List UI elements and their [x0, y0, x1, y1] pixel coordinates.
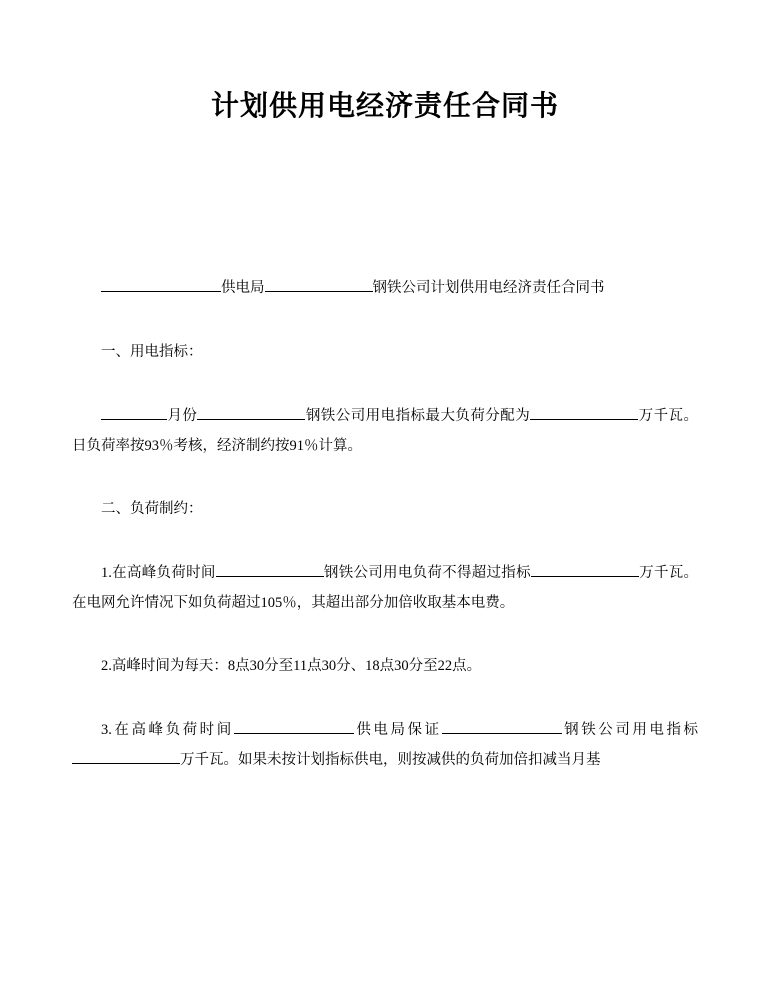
paragraph-text: 1.在高峰负荷时间 — [101, 564, 216, 581]
paragraph-header-line — [72, 274, 698, 304]
paragraph-section-2-item-2 — [72, 652, 698, 682]
paragraph-text: 一、用电指标： — [101, 344, 203, 361]
paragraph-text: 供电局保证 — [353, 722, 442, 739]
paragraph-text: 万千瓦。如果未按计划指标供电，则按减供的负荷加倍扣减当月基 — [180, 751, 601, 768]
paragraph-section-2-item-1 — [72, 559, 698, 618]
paragraph-text: 钢铁公司用电指标最大负荷分配为 — [305, 407, 531, 424]
paragraph-text: 供电局 — [221, 280, 265, 297]
paragraph-text: 二、负荷制约： — [101, 501, 203, 518]
fill-in-blank[interactable] — [531, 561, 639, 577]
fill-in-blank[interactable] — [442, 719, 562, 735]
fill-in-blank[interactable] — [216, 561, 324, 577]
paragraph-text: 3.在高峰负荷时间 — [101, 722, 234, 739]
paragraph-section-1-body — [72, 402, 698, 461]
paragraph-section-2-item-3 — [72, 716, 698, 775]
fill-in-blank[interactable] — [101, 404, 167, 420]
fill-in-blank[interactable] — [234, 719, 354, 735]
fill-in-blank[interactable] — [197, 404, 305, 420]
fill-in-blank[interactable] — [530, 404, 638, 420]
fill-in-blank[interactable] — [265, 277, 373, 293]
paragraph-text: 万千瓦。在电网允许情况下如负荷超过105％，其超出部分加倍收取基本电费。 — [72, 564, 699, 611]
paragraph-text: 万千瓦。日负荷率按93％考核，经济制约按91％计算。 — [72, 407, 699, 454]
fill-in-blank[interactable] — [72, 748, 180, 764]
page-title: 计划供用电经济责任合同书 — [210, 89, 559, 122]
paragraph-text: 月份 — [167, 407, 198, 424]
paragraph-text: 2.高峰时间为每天：8点30分至11点30分、18点30分至22点。 — [101, 658, 482, 675]
paragraph-section-2-heading — [72, 495, 698, 525]
document-body — [72, 274, 698, 775]
paragraph-text: 钢铁公司用电负荷不得超过指标 — [323, 564, 531, 581]
paragraph-text: 钢铁公司用电指标 — [561, 722, 699, 739]
fill-in-blank[interactable] — [101, 277, 221, 293]
paragraph-section-1-heading — [72, 338, 698, 368]
paragraph-text: 钢铁公司计划供用电经济责任合同书 — [372, 280, 605, 297]
